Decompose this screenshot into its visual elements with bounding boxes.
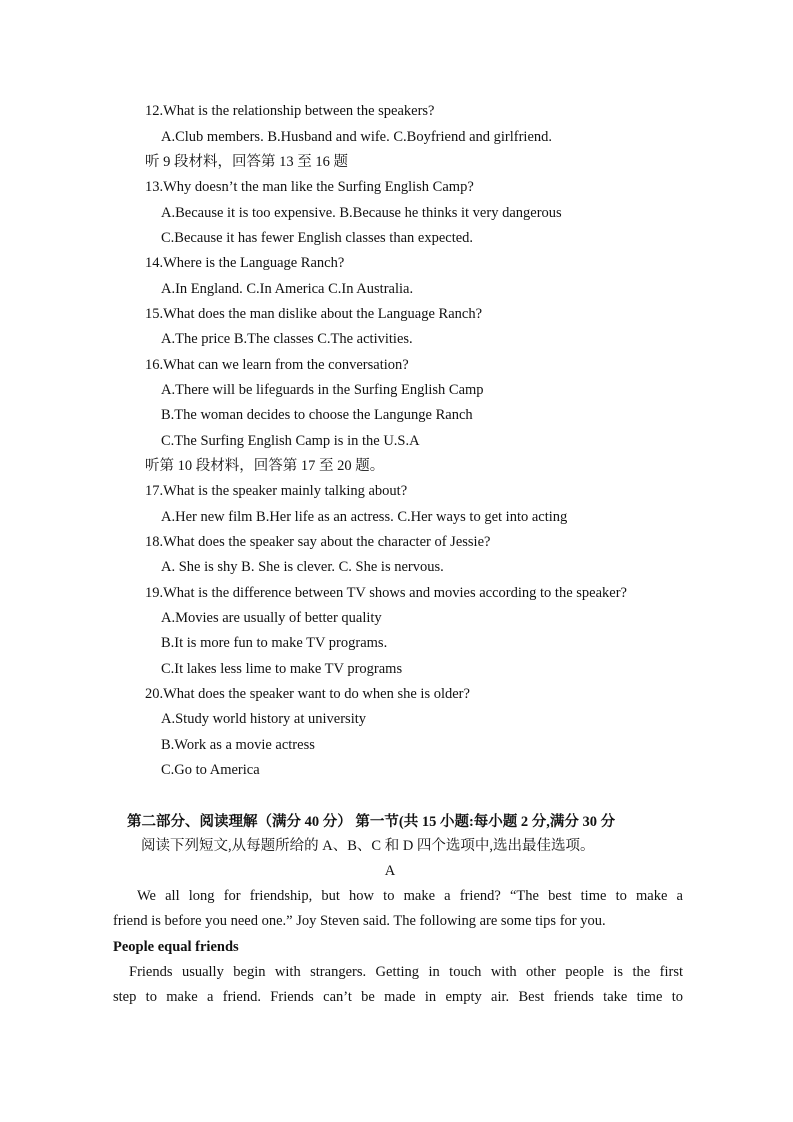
section-title: 第二部分、阅读理解（满分 40 分） 第一节(共 15 小题:每小题 2 分,满分 30 分 <box>127 814 616 830</box>
question-15: 15.What does the man dislike about the Language Ranch? <box>145 306 483 322</box>
question-18: 18.What does the speaker say about the character of Jessie? <box>145 534 491 550</box>
question-19: 19.What is the difference between TV shows and movies according to the speaker? <box>145 585 627 601</box>
listening-heading-9: 听 9 段材料，回答第 13 至 16 题 <box>145 154 348 170</box>
options-15: A.The price B.The classes C.The activities. <box>161 331 413 347</box>
options-18: A. She is shy B. She is clever. C. She is nervous. <box>161 559 444 575</box>
listening-heading-10: 听第 10 段材料，回答第 17 至 20 题。 <box>145 458 385 474</box>
question-13: 13.Why doesn’t the man like the Surfing English Camp? <box>145 179 474 195</box>
options-20-b: B.Work as a movie actress <box>161 737 315 753</box>
passage-paragraph-1-line-2: friend is before you need one.” Joy Steven said. The following are some tips for you. <box>113 913 606 929</box>
question-12: 12.What is the relationship between the speakers? <box>145 103 435 119</box>
options-12: A.Club members. B.Husband and wife. C.Boyfriend and girlfriend. <box>161 129 553 145</box>
section-instruction: 阅读下列短文,从每题所给的 A、B、C 和 D 四个选项中,选出最佳选项。 <box>141 838 595 854</box>
passage-label: A <box>384 863 396 879</box>
question-20: 20.What does the speaker want to do when she is older? <box>145 686 470 702</box>
options-19-a: A.Movies are usually of better quality <box>161 610 382 626</box>
options-17: A.Her new film B.Her life as an actress. C.Her ways to get into acting <box>161 509 568 525</box>
options-19-c: C.It lakes less lime to make TV programs <box>161 661 403 677</box>
options-13-ab: A.Because it is too expensive. B.Because he thinks it very dangerous <box>161 205 562 221</box>
passage-paragraph-2-line-1: Friends usually begin with strangers. Getting in touch with other people is the first <box>129 964 683 980</box>
options-19-b: B.It is more fun to make TV programs. <box>161 635 388 651</box>
options-20-c: C.Go to America <box>161 762 260 778</box>
options-20-a: A.Study world history at university <box>161 711 367 727</box>
passage-paragraph-2-line-2: step to make a friend. Friends can’t be made in empty air. Best friends take time to <box>113 989 683 1005</box>
question-16: 16.What can we learn from the conversation? <box>145 357 409 373</box>
passage-subheading: People equal friends <box>113 939 239 955</box>
options-16-c: C.The Surfing English Camp is in the U.S.A <box>161 433 420 449</box>
options-14: A.In England. C.In America C.In Australia. <box>161 281 414 297</box>
question-14: 14.Where is the Language Ranch? <box>145 255 345 271</box>
passage-paragraph-1-line-1: We all long for friendship, but how to make a friend? “The best time to make a <box>137 888 683 904</box>
options-13-c: C.Because it has fewer English classes than expected. <box>161 230 474 246</box>
options-16-b: B.The woman decides to choose the Langunge Ranch <box>161 407 473 423</box>
options-16-a: A.There will be lifeguards in the Surfing English Camp <box>161 382 484 398</box>
question-17: 17.What is the speaker mainly talking about? <box>145 483 408 499</box>
